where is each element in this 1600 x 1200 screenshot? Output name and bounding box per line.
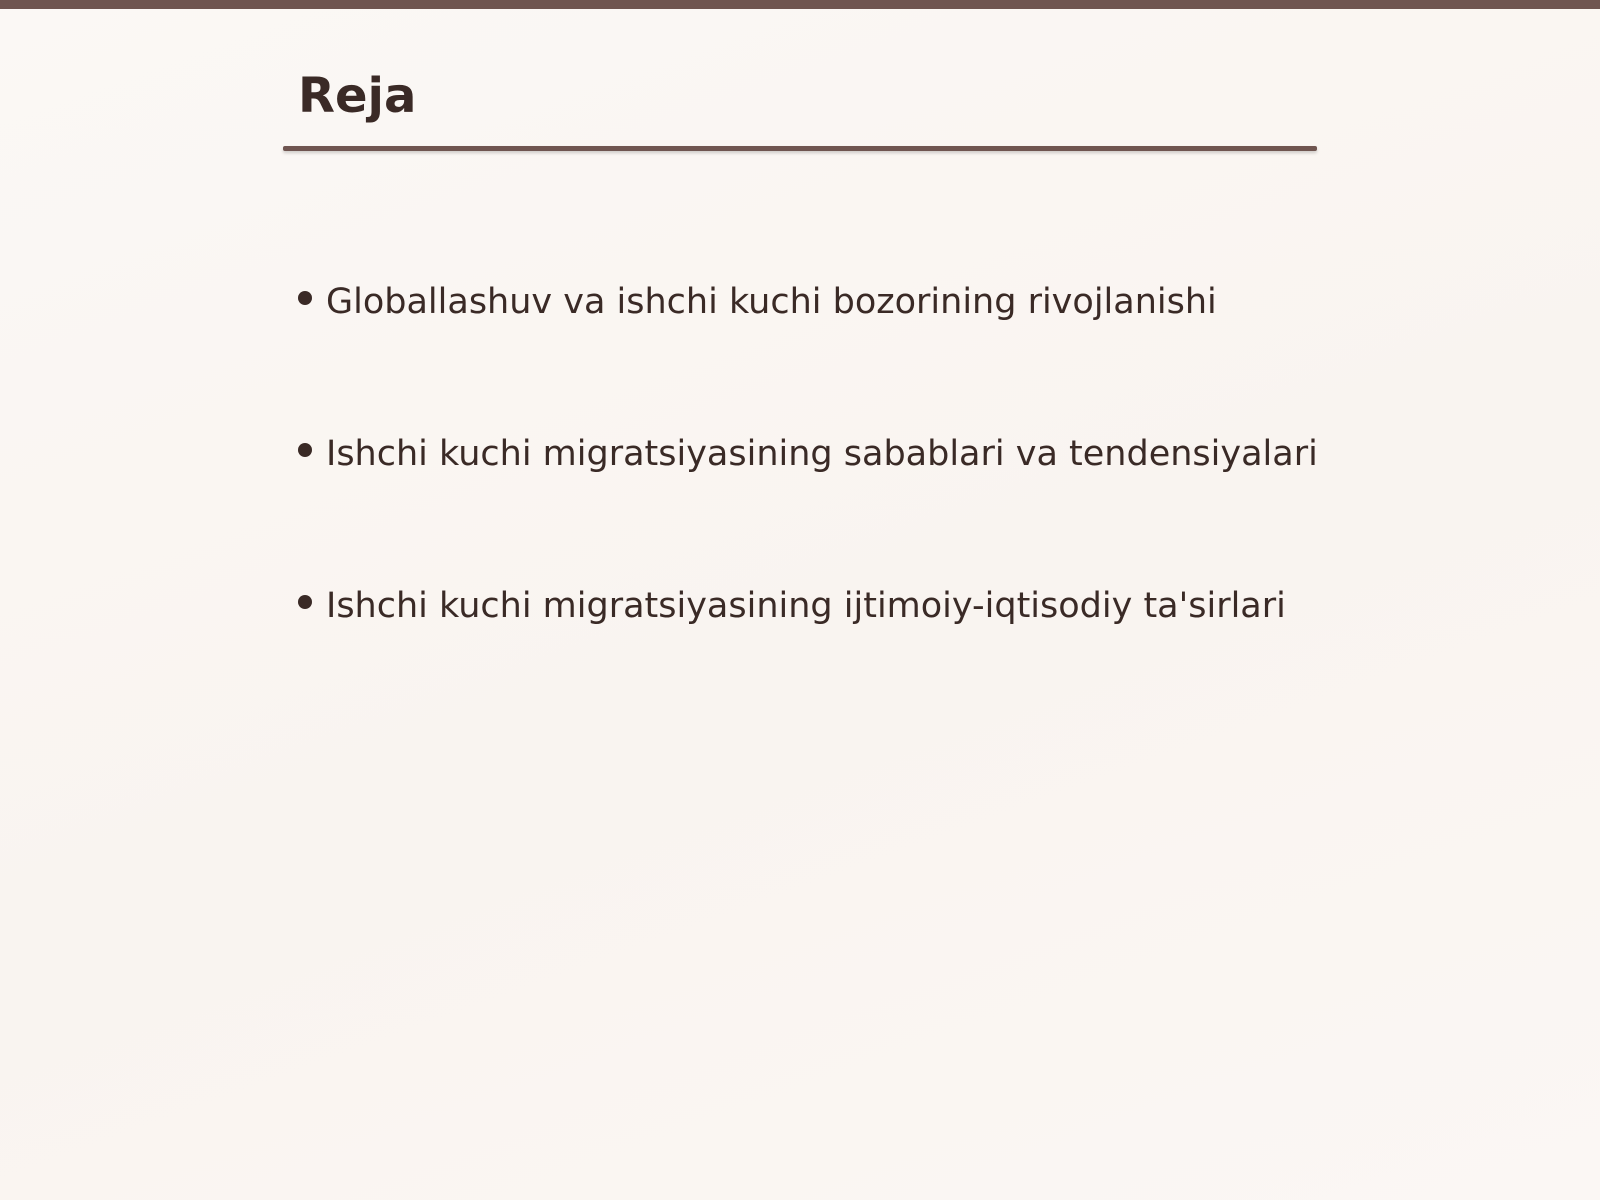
- bullet-item: [298, 584, 1358, 736]
- title-divider: [283, 146, 1317, 151]
- top-accent-bar: [0, 0, 1600, 9]
- bullet-list: [298, 280, 1358, 736]
- bullet-item: [298, 432, 1358, 584]
- slide-title: Reja: [298, 68, 417, 124]
- bullet-text: Ishchi kuchi migratsiyasining ijtimoiy-iqtisodiy ta'sirlari: [326, 586, 1286, 626]
- bullet-icon: [298, 595, 312, 609]
- bullet-icon: [298, 443, 312, 457]
- bullet-text: Globallashuv va ishchi kuchi bozorining rivojlanishi: [326, 282, 1217, 322]
- bullet-icon: [298, 291, 312, 305]
- bullet-item: [298, 280, 1358, 432]
- bullet-text: Ishchi kuchi migratsiyasining sabablari va tendensiyalari: [326, 434, 1318, 474]
